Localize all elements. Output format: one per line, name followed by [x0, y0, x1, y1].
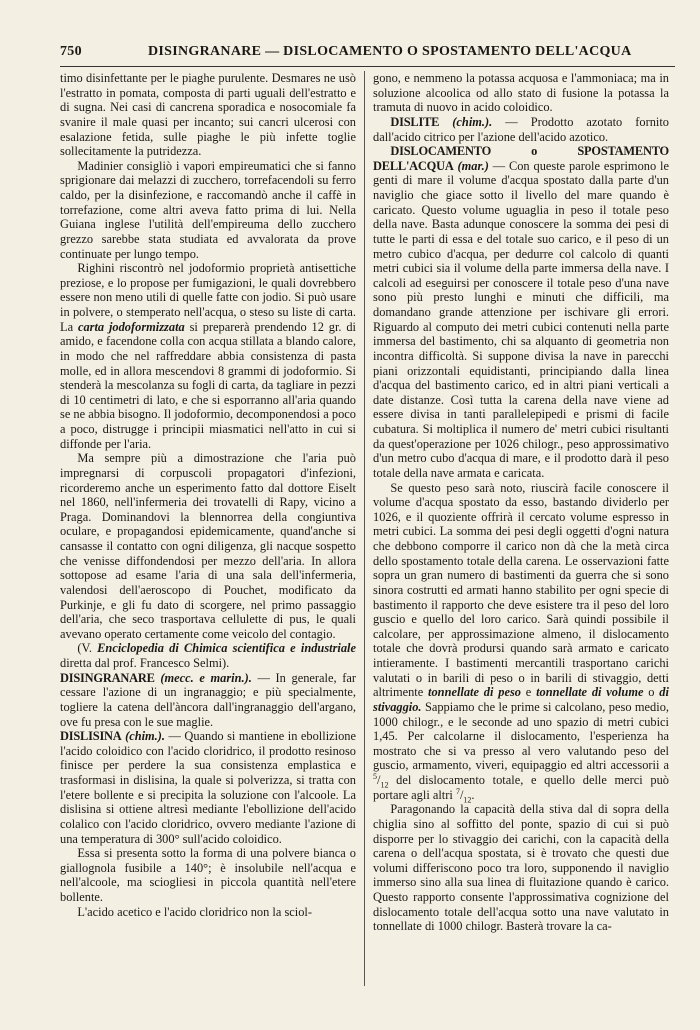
citation: (V. Enciclopedia di Chimica scientifica e industriale diretta dal prof. Francesco Selmi).	[60, 641, 356, 670]
fraction-numerator: 7	[455, 786, 460, 796]
italic-term: di stivaggio.	[373, 685, 669, 714]
entry-headword: DISLITE	[390, 114, 440, 129]
entry-marker: (mecc. e marin.).	[160, 670, 252, 685]
dictionary-entry: DISLOCAMENTO o SPOSTAMENTO DELL'ACQUA (mar.) — Con queste parole esprimono le genti di mare il volume d'acqua spostato dalla parte d'un naviglio che giace sotto il livello del mare quando è caricato. Questo volume uguaglia in peso il totale peso della nave. Basta adunque conoscere la somma dei pesi di tutte le parti di essa e del totale suo carico, e il peso di un metro cubico d'acqua, per dedurre col calcolo di quanti metri cubici sia il volume della parte immersa della nave. I calcoli ad eseguirsi per conoscere il totale peso d'una nave sono più presto lunghi e minuti che difficili, ma domandano grande attenzione per ischivare gli errori. Riguardo al computo dei metri cubici contenuti nella parte immersa del bastimento, chi sa alquanto di geometria non incontra difficoltà. Si suppone divisa la nave in parecchi piani orizzontali equidistanti, principiando dalla linea d'acqua del bastimento carico, ed in altri piani verticali a date distanze. Così tutta la carena della nave viene ad essere divisa in tanti parallelepipedi e prismi di facile cubatura. Si moltiplica il numero de' metri cubici risultanti da quest'operazione per 1026 chilogr., peso approssimativo d'un metro cubo d'acqua di mare, e il prodotto darà il peso totale della nave armata e caricata.	[373, 144, 669, 480]
paragraph: Ma sempre più a dimostrazione che l'aria può impregnarsi di corpuscoli propagatori d'infezioni, ricorderemo anche un esperimento fatto dal dottore Eiselt nel 1860, nell'infermeria dei trovatelli di Rapy, vicino a Praga. Dominandovi la blennorrea della congiuntiva oculare, e propagandosi epidemicamente, quand'anche si cansasse il contatto con ogni diligenza, gli nacque sospetto che venisse diffondendosi per mezzo dell'aria. In allora sottopose ad esame l'aria di una sala dell'infermeria, valendosi dell'aeroscopo di Pouchet, modificato da Purkinje, e gli fu dato di scorgere, nel primo passaggio dell'aria, che seco trasportava cellulette di pus, le quali avevano operato certamente come veicolo del contagio.	[60, 451, 356, 641]
left-column	[60, 71, 356, 919]
paragraph: L'acido acetico e l'acido cloridrico non la sciol-	[77, 904, 312, 919]
running-title: DISINGRANARE — DISLOCAMENTO O SPOSTAMENTO DELL'ACQUA	[148, 44, 632, 59]
paragraph: Paragonando la capacità della stiva dal di sopra della chiglia sino al soffitto del ponte, spazio di cui si può disporre per lo stivaggio dei carichi, con la capacità della carena o dell'acqua spostata, si è trovato che questi due volumi differiscono poco tra loro, supponendo il naviglio immerso sino alla sua linea di fluitazione quando è carico. Questo rapporto consente l'approssimativa cognizione del dislocamento totale dell'acqua sotto una nave valutato in tonnellate di 1000 chilogr. Basterà trovare la ca-	[373, 802, 669, 934]
page-header	[60, 44, 675, 64]
paragraph: gono, e nemmeno la potassa acquosa e l'ammoniaca; ma in soluzione alcoolica od allo stato di fusione la potassa la tramuta di nuovo in acido coloidico.	[373, 71, 669, 115]
dictionary-entry: DISLISINA (chim.). — Quando si mantiene in ebollizione l'acido coloidico con l'acido cloridrico, il prodotto resinoso finisce per perdere la sua consistenza emplastica e trasformasi in dislisina, la quale si polverizza, si tratta con l'etere bollente e si precipita la soluzione con l'alcoole. La dislisina si ottiene altresì mediante l'ebollizione dell'acido colalico con l'acido cloridrico, ovvero mediante l'azione di una temperatura di 300° sull'acido coloidico.	[60, 729, 356, 846]
paragraph: Se questo peso sarà noto, riuscirà facile conoscere il volume d'acqua spostato da esso, bastando dividerlo per 1026, e il quoziente offrirà il cercato volume espresso in metri cubici. La somma dei pesi degli oggetti d'ogni natura che debbono comporre il carico non dà che la metà circa dello spostamento totale della carena. Le osservazioni fatte sopra un gran numero di bastimenti da guerra che si sono sinora costrutti ed armati hanno stabilito per ogni specie di bastimento il rapporto che deve esistere tra il peso del loro guscio e quello del loro carico. Sarà quindi possibile il calcolare, per approssimazione almeno, il dislocamento totale che dovrà prodursi quando sarà armato e caricato intieramente. I bastimenti mercantili trasportano carichi valutati o in barili di peso o in barili di stivaggio, detti altrimente tonnellate di peso e tonnellate di volume o di stivaggio. Sappiamo che le prime si calcolano, peso medio, 1000 chilogr., e le seconde ad uno spazio di metri cubici 1,45. Per calcolarne il dislocamento, l'esperienza ha mostrato che si va presso al vero valutando peso del guscio, armamento, viveri, equipaggio ed altri accessorii a $^5/_{12}$ del dislocamento totale, e quello delle merci può portare agli altri $^7/_{12}$.	[373, 480, 669, 805]
fraction-denominator: 12	[380, 780, 389, 790]
paragraph: Righini riscontrò nel jodoformio proprietà antisettiche preziose, e lo propose per fumigazioni, le quali dovrebbero essere non meno utili di quelle fatte con jodio. Si può usare in polvere, o stemperato nell'acqua, o steso su liste di carta. La carta jodoformizzata si preparerà prendendo 12 gr. di amido, e facendone colla con acqua stillata a blando calore, in modo che nel raffreddare abbia consistenza di pasta molle, ed in allora mescendovi 8 grammi di jodoformio. Si stenderà la mescolanza su fogli di carta, da tagliare in pezzi di 10 centimetri di lato, e che si esporranno all'aria quando se ne abbia bisogno. Il jodoformio, decomponendosi a poco a poco, distrugge i principii miasmatici nell'atto in cui si diffonde per l'aria.	[60, 261, 356, 451]
entry-marker: (chim.).	[125, 729, 165, 744]
italic-title: Enciclopedia di Chimica scientifica e industriale	[97, 641, 356, 656]
dictionary-entry: DISLITE (chim.). — Prodotto azotato fornito dall'acido citrico per l'azione dell'acido azotico.	[373, 114, 669, 144]
paragraph: timo disinfettante per le piaghe purulente. Desmares ne usò l'estratto in pomata, composta di parti uguali dell'estratto e di sugna. Nei casi di cancrena sporadica e nosocomiale fa svanire il male quasi per incanto; sui cancri ulcerosi con esalazione fetida, sulle piaghe le più infette toglie sollecitamente la putridezza.	[60, 71, 356, 159]
paragraph: Madinier consigliò i vapori empireumatici che si fanno sprigionare dai melazzi di zucchero, torrefacendoli su ferro caldo, per la disinfezione, e raccomandò anche il caffè in torrefazione, come altri aveva fatto prima di lui. Nella Guiana inglese l'utilità dell'empireuma dello zucchero grezzo sarebbe stata studiata ed avvalorata da prove continuate per lungo tempo.	[60, 158, 356, 261]
fraction-numerator: 5	[373, 771, 377, 781]
entry-headword: DISINGRANARE	[60, 670, 155, 685]
column-divider	[364, 71, 365, 986]
italic-term: carta jodoformizzata	[77, 319, 185, 334]
paragraph: Essa si presenta sotto la forma di una polvere bianca o giallognola fusibile a 140°; è insolubile nell'acqua e nell'alcoole, ma sciogliesi in piccola quantità nell'etere bollente.	[60, 846, 356, 904]
header-rule	[60, 66, 675, 67]
entry-marker: (mar.)	[457, 158, 489, 173]
entry-headword: DISLOCAMENTO o SPOSTAMENTO DELL'ACQUA	[373, 144, 669, 173]
page-number: 750	[60, 44, 82, 59]
italic-term: tonnellate di peso	[428, 685, 521, 700]
right-column	[373, 71, 669, 934]
dictionary-entry: DISINGRANARE (mecc. e marin.). — In generale, far cessare l'azione di un ingranaggio; e più specialmente, togliere la catena dell'àncora dall'ingranaggio dell'argano, ove fu presa con le sue maglie.	[60, 670, 356, 729]
fraction-denominator: 12	[463, 795, 472, 805]
italic-term: tonnellate di volume	[536, 685, 644, 700]
entry-marker: (chim.).	[452, 114, 493, 129]
entry-headword: DISLISINA	[60, 729, 122, 744]
